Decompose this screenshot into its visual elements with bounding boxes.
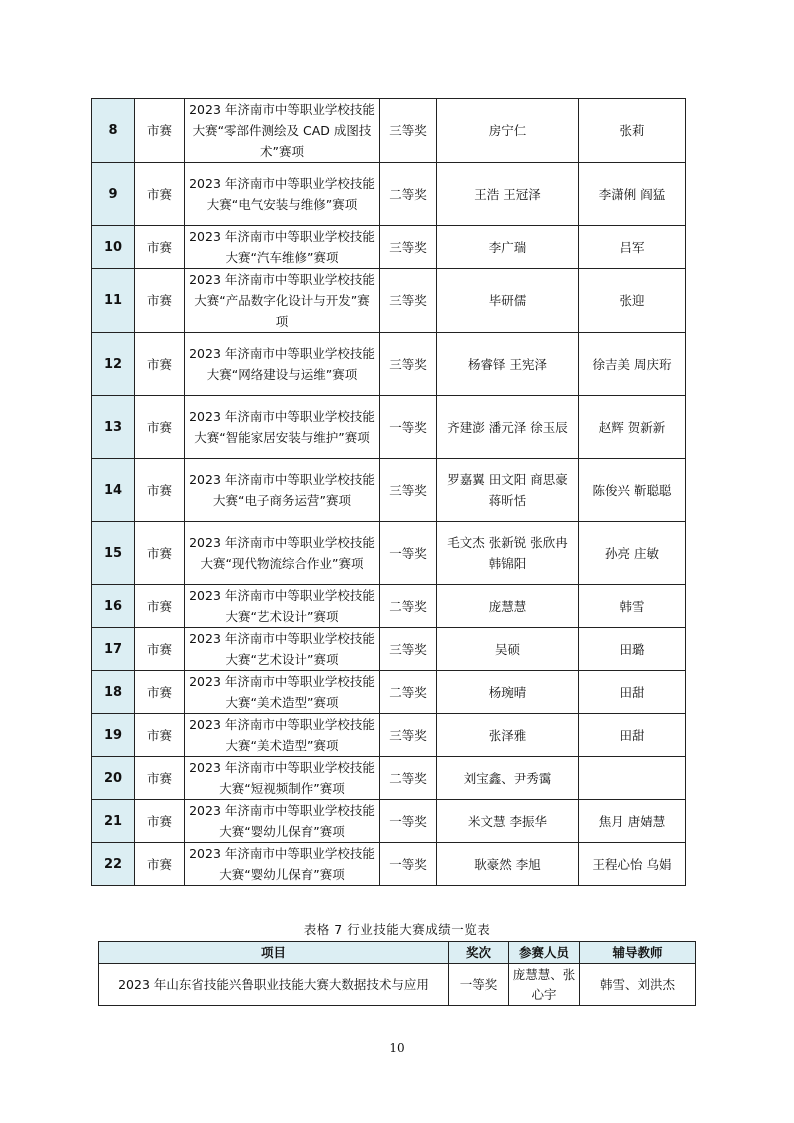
table-row (92, 269, 686, 333)
instructors: 田甜 (579, 714, 686, 757)
instructors: 李潇俐 阎猛 (579, 163, 686, 226)
competition-level: 市赛 (135, 671, 185, 714)
row-number: 14 (92, 459, 135, 522)
competition-item: 2023 年济南市中等职业学校技能大赛“网络建设与运维”赛项 (185, 333, 380, 396)
instructors: 田璐 (579, 628, 686, 671)
participants: 庞慧慧、张心宇 (509, 964, 580, 1006)
competition-level: 市赛 (135, 522, 185, 585)
instructors: 韩雪、刘洪杰 (580, 964, 696, 1006)
participants: 张泽雅 (437, 714, 579, 757)
instructors: 焦月 唐婧慧 (579, 800, 686, 843)
table-row (92, 522, 686, 585)
instructors: 赵辉 贺新新 (579, 396, 686, 459)
competition-item: 2023 年济南市中等职业学校技能大赛“现代物流综合作业”赛项 (185, 522, 380, 585)
awards-table (91, 98, 686, 886)
table-row (92, 714, 686, 757)
row-number: 22 (92, 843, 135, 886)
table-caption: 表格 7 行业技能大赛成绩一览表 (303, 922, 491, 937)
competition-item: 2023 年济南市中等职业学校技能大赛“美术造型”赛项 (185, 714, 380, 757)
competition-item: 2023 年济南市中等职业学校技能大赛“婴幼儿保育”赛项 (185, 843, 380, 886)
instructors: 张莉 (579, 99, 686, 163)
row-number: 19 (92, 714, 135, 757)
competition-item: 2023 年济南市中等职业学校技能大赛“艺术设计”赛项 (185, 628, 380, 671)
table-row (99, 964, 696, 1006)
table-row (92, 800, 686, 843)
award-level: 三等奖 (380, 269, 437, 333)
award-level: 一等奖 (449, 964, 509, 1006)
award-level: 二等奖 (380, 585, 437, 628)
competition-level: 市赛 (135, 585, 185, 628)
row-number: 18 (92, 671, 135, 714)
competition-level: 市赛 (135, 99, 185, 163)
competition-item: 2023 年济南市中等职业学校技能大赛“零部件测绘及 CAD 成图技术”赛项 (185, 99, 380, 163)
table-row (92, 163, 686, 226)
participants: 刘宝鑫、尹秀霭 (437, 757, 579, 800)
participants: 李广瑞 (437, 226, 579, 269)
row-number: 10 (92, 226, 135, 269)
table-row (92, 671, 686, 714)
competition-level: 市赛 (135, 163, 185, 226)
table-row (92, 99, 686, 163)
competition-item: 2023 年济南市中等职业学校技能大赛“汽车维修”赛项 (185, 226, 380, 269)
participants: 毛文杰 张新锐 张欣冉 韩锦阳 (437, 522, 579, 585)
industry-awards-table (98, 941, 696, 1006)
row-number: 20 (92, 757, 135, 800)
award-level: 三等奖 (380, 714, 437, 757)
table-row (92, 757, 686, 800)
instructors: 吕军 (579, 226, 686, 269)
competition-level: 市赛 (135, 757, 185, 800)
table-row (92, 585, 686, 628)
row-number: 17 (92, 628, 135, 671)
competition-level: 市赛 (135, 226, 185, 269)
table-row (92, 843, 686, 886)
table-header-row (99, 942, 696, 964)
instructors: 孙亮 庄敏 (579, 522, 686, 585)
row-number: 12 (92, 333, 135, 396)
awards-table-body (92, 99, 686, 886)
instructors: 张迎 (579, 269, 686, 333)
award-level: 一等奖 (380, 396, 437, 459)
table-row (92, 333, 686, 396)
competition-level: 市赛 (135, 459, 185, 522)
award-level: 三等奖 (380, 333, 437, 396)
table-row (92, 459, 686, 522)
participants: 房宁仁 (437, 99, 579, 163)
award-level: 二等奖 (380, 163, 437, 226)
participants: 杨睿铎 王宪泽 (437, 333, 579, 396)
participants: 杨琬晴 (437, 671, 579, 714)
instructors: 陈俊兴 靳聪聪 (579, 459, 686, 522)
row-number: 13 (92, 396, 135, 459)
instructors: 韩雪 (579, 585, 686, 628)
participants: 毕研儒 (437, 269, 579, 333)
competition-item: 2023 年济南市中等职业学校技能大赛“美术造型”赛项 (185, 671, 380, 714)
header-participants: 参赛人员 (509, 942, 580, 964)
table-row (92, 628, 686, 671)
award-level: 一等奖 (380, 522, 437, 585)
participants: 王浩 王冠泽 (437, 163, 579, 226)
competition-item: 2023 年济南市中等职业学校技能大赛“产品数字化设计与开发”赛项 (185, 269, 380, 333)
participants: 吴硕 (437, 628, 579, 671)
header-item: 项目 (99, 942, 449, 964)
award-level: 三等奖 (380, 99, 437, 163)
row-number: 11 (92, 269, 135, 333)
table-row (92, 396, 686, 459)
header-award: 奖次 (449, 942, 509, 964)
competition-item: 2023 年济南市中等职业学校技能大赛“短视频制作”赛项 (185, 757, 380, 800)
competition-level: 市赛 (135, 269, 185, 333)
award-level: 三等奖 (380, 628, 437, 671)
award-level: 二等奖 (380, 757, 437, 800)
competition-item: 2023 年济南市中等职业学校技能大赛“电子商务运营”赛项 (185, 459, 380, 522)
competition-level: 市赛 (135, 628, 185, 671)
instructors: 王程心怡 乌娟 (579, 843, 686, 886)
competition-item: 2023 年济南市中等职业学校技能大赛“婴幼儿保育”赛项 (185, 800, 380, 843)
instructors: 田甜 (579, 671, 686, 714)
competition-item: 2023 年济南市中等职业学校技能大赛“电气安装与维修”赛项 (185, 163, 380, 226)
instructors: 徐吉美 周庆珩 (579, 333, 686, 396)
competition-level: 市赛 (135, 843, 185, 886)
award-level: 二等奖 (380, 671, 437, 714)
award-level: 三等奖 (380, 226, 437, 269)
participants: 庞慧慧 (437, 585, 579, 628)
competition-level: 市赛 (135, 800, 185, 843)
competition-level: 市赛 (135, 396, 185, 459)
competition-level: 市赛 (135, 333, 185, 396)
participants: 齐建澎 潘元泽 徐玉辰 (437, 396, 579, 459)
participants: 耿豪然 李旭 (437, 843, 579, 886)
row-number: 15 (92, 522, 135, 585)
award-level: 三等奖 (380, 459, 437, 522)
header-instructors: 辅导教师 (580, 942, 696, 964)
instructors (579, 757, 686, 800)
award-level: 一等奖 (380, 800, 437, 843)
row-number: 8 (92, 99, 135, 163)
competition-item: 2023 年山东省技能兴鲁职业技能大赛大数据技术与应用 (99, 964, 449, 1006)
page-number: 10 (389, 1041, 405, 1055)
competition-item: 2023 年济南市中等职业学校技能大赛“艺术设计”赛项 (185, 585, 380, 628)
participants: 罗嘉翼 田文阳 商思豪 蒋昕恬 (437, 459, 579, 522)
participants: 米文慧 李振华 (437, 800, 579, 843)
competition-item: 2023 年济南市中等职业学校技能大赛“智能家居安装与维护”赛项 (185, 396, 380, 459)
row-number: 16 (92, 585, 135, 628)
competition-level: 市赛 (135, 714, 185, 757)
table-row (92, 226, 686, 269)
row-number: 9 (92, 163, 135, 226)
row-number: 21 (92, 800, 135, 843)
award-level: 一等奖 (380, 843, 437, 886)
